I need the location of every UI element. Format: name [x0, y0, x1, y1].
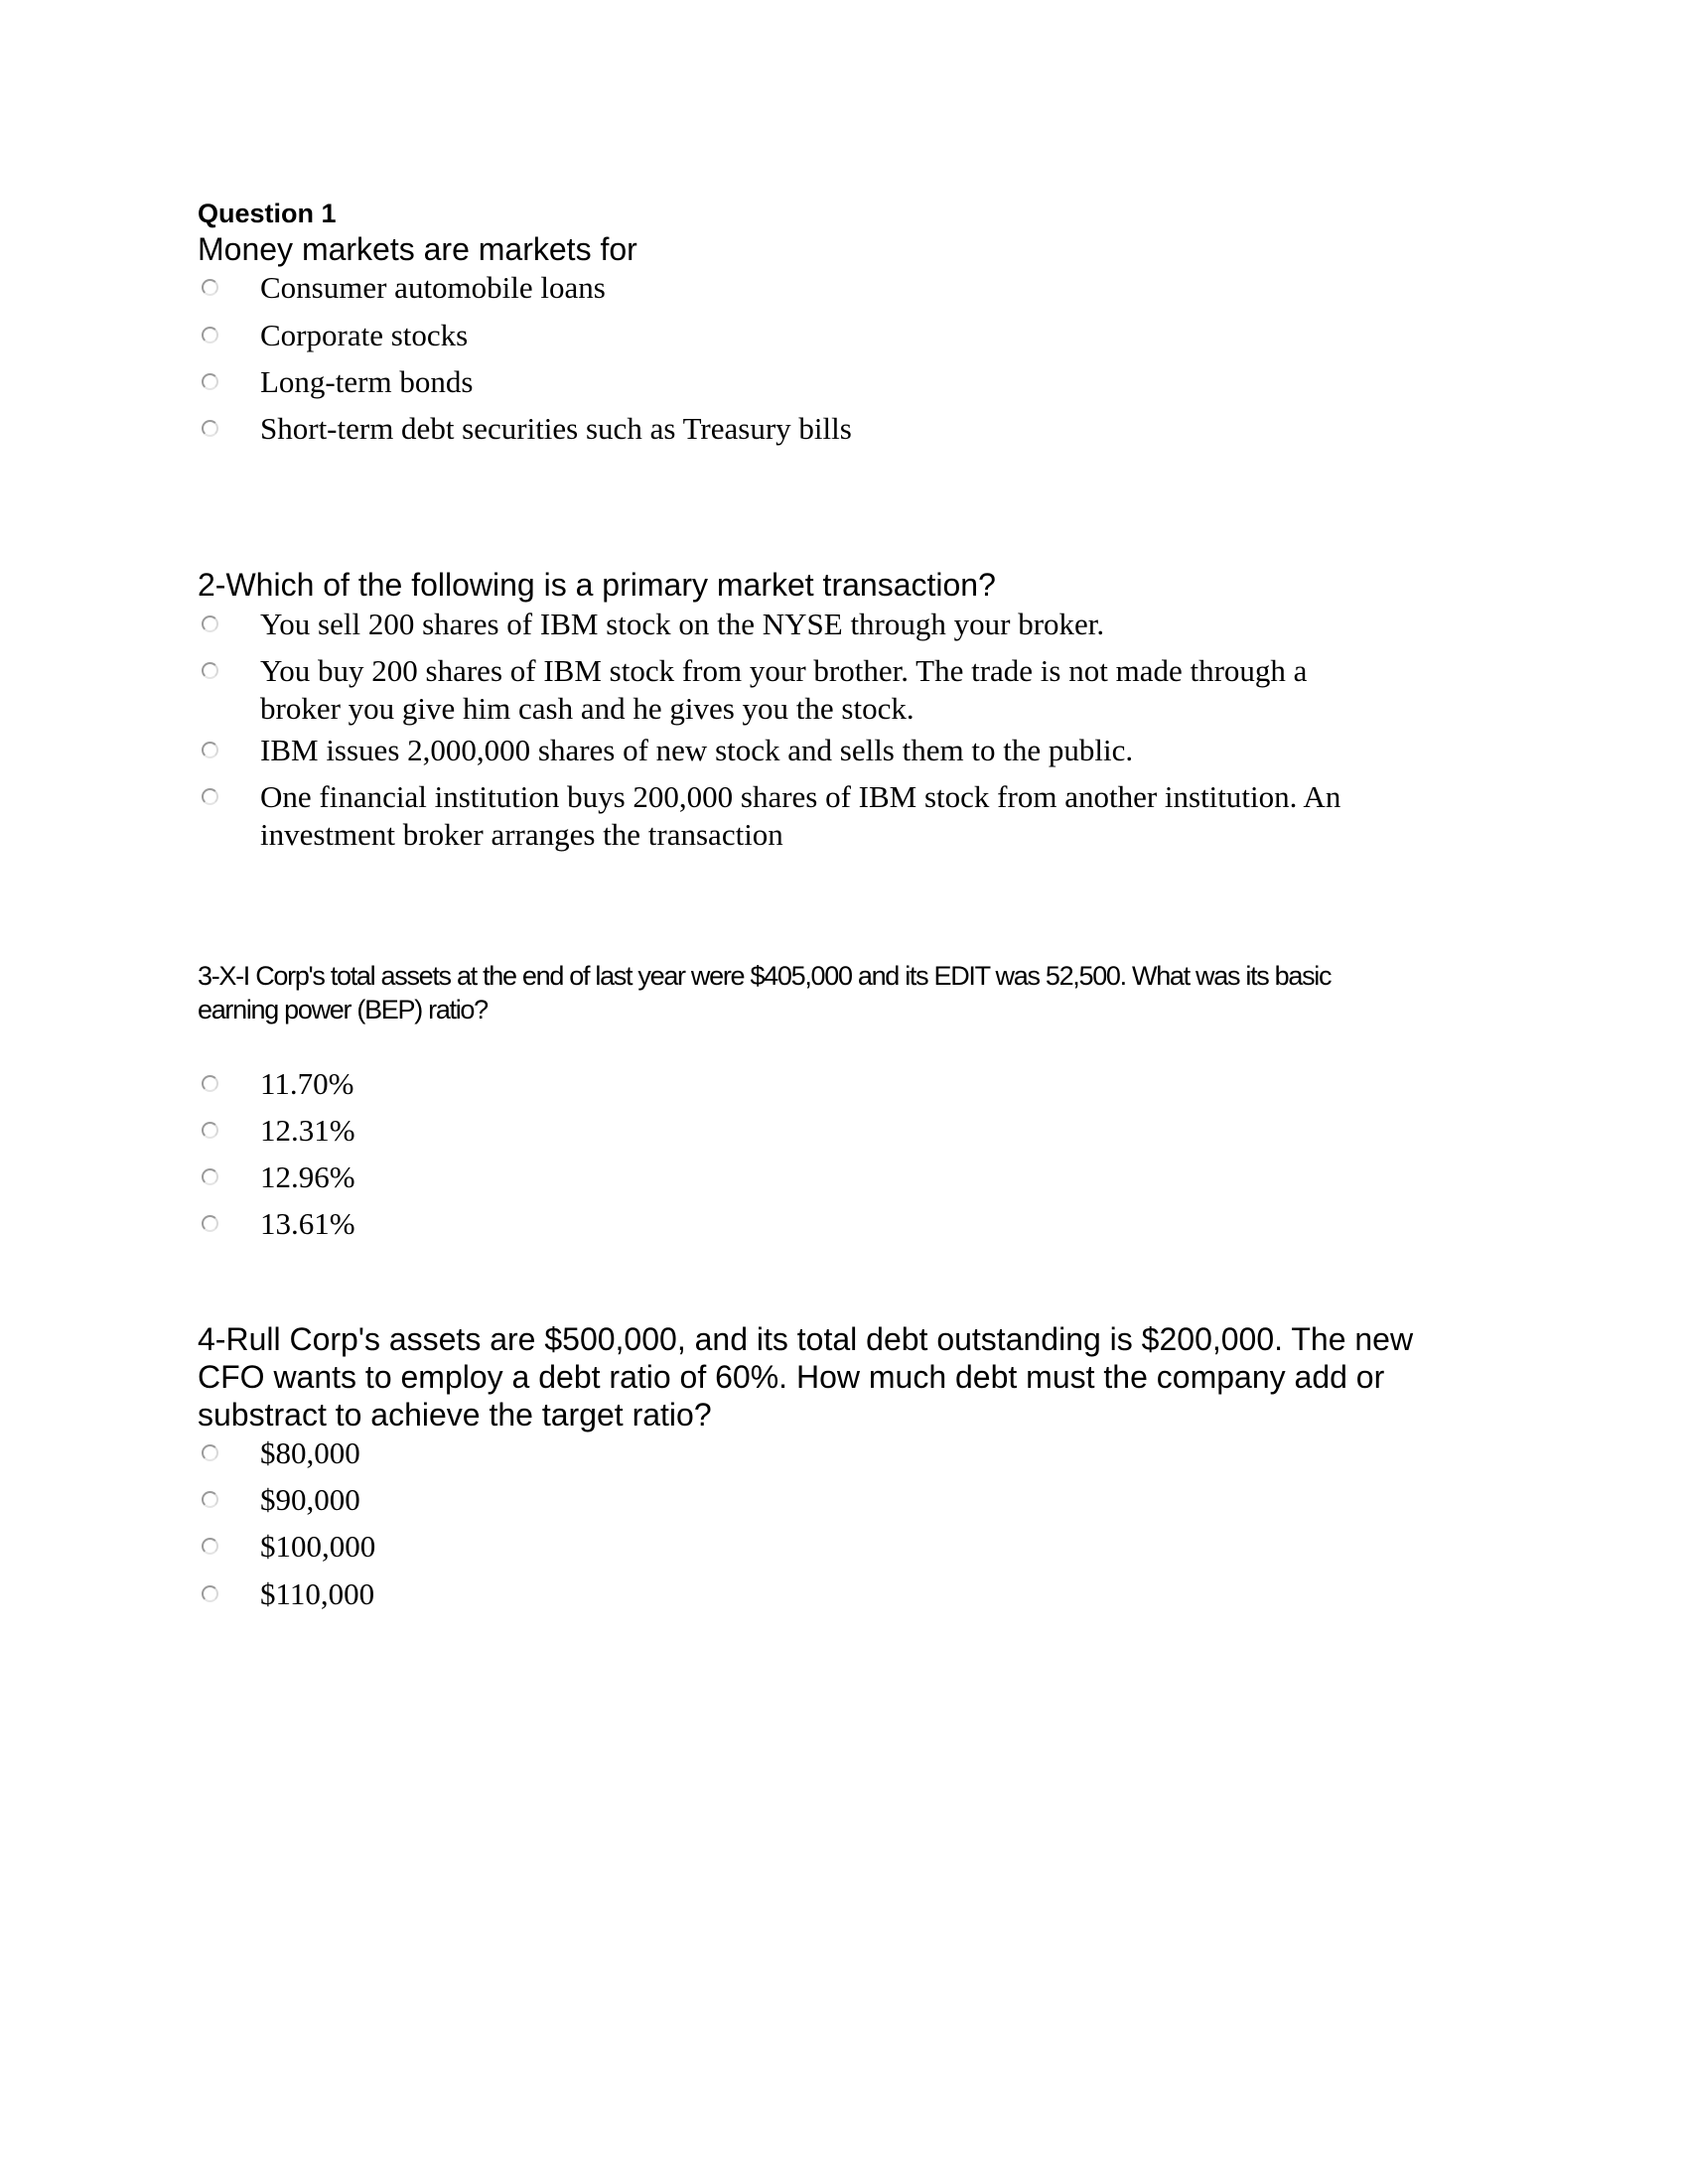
- option-label: Corporate stocks: [260, 318, 469, 352]
- option[interactable]: [198, 410, 852, 448]
- option-label: $110,000: [260, 1576, 375, 1611]
- option-label: Consumer automobile loans: [260, 270, 606, 305]
- option-label: One financial institution buys 200,000 shares of IBM stock from another institution. An: [260, 779, 1341, 814]
- question-label: Question 1: [198, 199, 337, 228]
- option-label: IBM issues 2,000,000 shares of new stock and sells them to the public.: [260, 733, 1134, 767]
- radio-button[interactable]: [202, 1168, 218, 1185]
- radio-button[interactable]: [202, 373, 218, 390]
- option[interactable]: [198, 317, 468, 354]
- radio-button[interactable]: [202, 1444, 218, 1461]
- option[interactable]: [198, 1205, 355, 1243]
- option[interactable]: [198, 269, 606, 307]
- option[interactable]: [198, 1434, 360, 1472]
- option-label: $100,000: [260, 1529, 376, 1564]
- radio-button[interactable]: [202, 615, 218, 632]
- option-label: You sell 200 shares of IBM stock on the NYSE through your broker.: [260, 607, 1105, 641]
- radio-button[interactable]: [202, 1075, 218, 1092]
- option-label: $80,000: [260, 1435, 360, 1470]
- radio-button[interactable]: [202, 742, 218, 758]
- question-text: Money markets are markets for: [198, 231, 637, 267]
- question-text: earning power (BEP) ratio?: [198, 995, 488, 1024]
- question-text: substract to achieve the target ratio?: [198, 1397, 712, 1433]
- option-label: 12.31%: [260, 1113, 355, 1148]
- option[interactable]: [198, 778, 1340, 854]
- radio-button[interactable]: [202, 279, 218, 296]
- question-text: 2-Which of the following is a primary market transaction?: [198, 567, 996, 603]
- option-label: 12.96%: [260, 1160, 355, 1194]
- option[interactable]: [198, 652, 1307, 728]
- option[interactable]: [198, 363, 473, 401]
- option-label: Short-term debt securities such as Treasury bills: [260, 411, 852, 446]
- question-text: CFO wants to employ a debt ratio of 60%. How much debt must the company add or: [198, 1359, 1385, 1395]
- radio-button[interactable]: [202, 1585, 218, 1602]
- option-label: Long-term bonds: [260, 364, 474, 399]
- option[interactable]: [198, 1065, 353, 1103]
- radio-button[interactable]: [202, 1215, 218, 1232]
- option[interactable]: [198, 1112, 355, 1150]
- radio-button[interactable]: [202, 1491, 218, 1508]
- option-label: 11.70%: [260, 1066, 354, 1101]
- option[interactable]: [198, 1575, 374, 1613]
- option[interactable]: [198, 1481, 360, 1519]
- question-text: 4-Rull Corp's assets are $500,000, and its total debt outstanding is $200,000. The new: [198, 1321, 1414, 1357]
- option[interactable]: [198, 606, 1104, 643]
- option-label: investment broker arranges the transaction: [260, 817, 783, 852]
- option[interactable]: [198, 1159, 355, 1196]
- radio-button[interactable]: [202, 1122, 218, 1139]
- option-label: You buy 200 shares of IBM stock from your brother. The trade is not made through a: [260, 653, 1308, 688]
- radio-button[interactable]: [202, 662, 218, 679]
- option-label: $90,000: [260, 1482, 360, 1517]
- question-text: 3-X-I Corp's total assets at the end of last year were $405,000 and its EDIT was 52,500. What was its basic: [198, 961, 1332, 991]
- option[interactable]: [198, 732, 1133, 769]
- option[interactable]: [198, 1528, 375, 1566]
- radio-button[interactable]: [202, 327, 218, 343]
- radio-button[interactable]: [202, 1538, 218, 1555]
- option-label: 13.61%: [260, 1206, 355, 1241]
- radio-button[interactable]: [202, 788, 218, 805]
- radio-button[interactable]: [202, 420, 218, 437]
- option-label: broker you give him cash and he gives you the stock.: [260, 691, 914, 726]
